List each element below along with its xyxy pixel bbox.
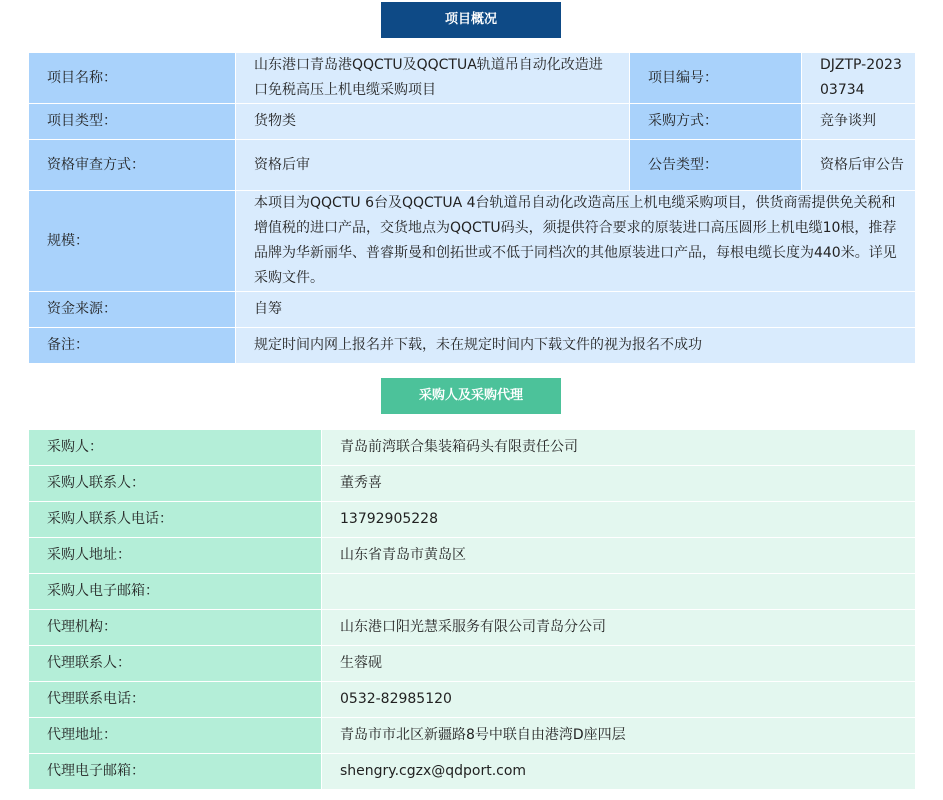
- procurement-method-label: 采购方式：: [630, 104, 802, 140]
- purchaser-value: 青岛前湾联合集装箱码头有限责任公司: [322, 430, 916, 466]
- fund-label: 资金来源：: [29, 292, 236, 328]
- notice-type-label: 公告类型：: [630, 140, 802, 191]
- purchaser-address-label: 采购人地址：: [29, 538, 322, 574]
- table-row: [29, 610, 916, 646]
- agency-contact-value: 生蓉砚: [322, 646, 916, 682]
- procurement-method-value: 竞争谈判: [802, 104, 916, 140]
- table-row: [29, 140, 916, 191]
- agency-label: 代理机构：: [29, 610, 322, 646]
- project-no-label: 项目编号：: [630, 53, 802, 104]
- agency-phone-value: 0532-82985120: [322, 682, 916, 718]
- table-row: [29, 430, 916, 466]
- project-no-value: DJZTP-202303734: [802, 53, 916, 104]
- table-row: [29, 104, 916, 140]
- purchaser-contact-label: 采购人联系人：: [29, 466, 322, 502]
- overview-table: [28, 52, 916, 364]
- table-row: [29, 646, 916, 682]
- agency-value: 山东港口阳光慧采服务有限公司青岛分公司: [322, 610, 916, 646]
- fund-value: 自筹: [236, 292, 916, 328]
- agency-phone-label: 代理联系电话：: [29, 682, 322, 718]
- remark-value: 规定时间内网上报名并下载，未在规定时间内下载文件的视为报名不成功: [236, 328, 916, 364]
- purchaser-label: 采购人：: [29, 430, 322, 466]
- purchaser-table: [28, 429, 916, 790]
- table-row: [29, 682, 916, 718]
- remark-label: 备注：: [29, 328, 236, 364]
- table-row: [29, 53, 916, 104]
- notice-type-value: 资格后审公告: [802, 140, 916, 191]
- section-title-overview: 项目概况: [381, 2, 561, 38]
- qualification-label: 资格审查方式：: [29, 140, 236, 191]
- table-row: [29, 191, 916, 292]
- table-row: [29, 328, 916, 364]
- purchaser-email-value: [322, 574, 916, 610]
- qualification-value: 资格后审: [236, 140, 630, 191]
- scale-label: 规模：: [29, 191, 236, 292]
- purchaser-phone-label: 采购人联系人电话：: [29, 502, 322, 538]
- table-row: [29, 574, 916, 610]
- scale-value: 本项目为QQCTU 6台及QQCTUA 4台轨道吊自动化改造高压上机电缆采购项目，供货商需提供免关税和增值税的进口产品，交货地点为QQCTU码头，须提供符合要求的原装进口高压圆形上机电缆10根，推荐品牌为华新丽华、普睿斯曼和创拓世或不低于同档次的其他原装进口产品，每根电缆长度为440米。详见采购文件。: [236, 191, 916, 292]
- table-row: [29, 718, 916, 754]
- table-row: [29, 292, 916, 328]
- agency-email-label: 代理电子邮箱：: [29, 754, 322, 790]
- purchaser-contact-value: 董秀喜: [322, 466, 916, 502]
- purchaser-phone-value: 13792905228: [322, 502, 916, 538]
- project-name-value: 山东港口青岛港QQCTU及QQCTUA轨道吊自动化改造进口免税高压上机电缆采购项目: [236, 53, 630, 104]
- agency-address-value: 青岛市市北区新疆路8号中联自由港湾D座四层: [322, 718, 916, 754]
- table-row: [29, 502, 916, 538]
- project-name-label: 项目名称：: [29, 53, 236, 104]
- table-row: [29, 538, 916, 574]
- table-row: [29, 466, 916, 502]
- project-type-value: 货物类: [236, 104, 630, 140]
- agency-email-value: shengry.cgzx@qdport.com: [322, 754, 916, 790]
- purchaser-address-value: 山东省青岛市黄岛区: [322, 538, 916, 574]
- table-row: [29, 754, 916, 790]
- agency-contact-label: 代理联系人：: [29, 646, 322, 682]
- section-title-purchaser: 采购人及采购代理: [381, 378, 561, 414]
- purchaser-email-label: 采购人电子邮箱：: [29, 574, 322, 610]
- agency-address-label: 代理地址：: [29, 718, 322, 754]
- project-type-label: 项目类型：: [29, 104, 236, 140]
